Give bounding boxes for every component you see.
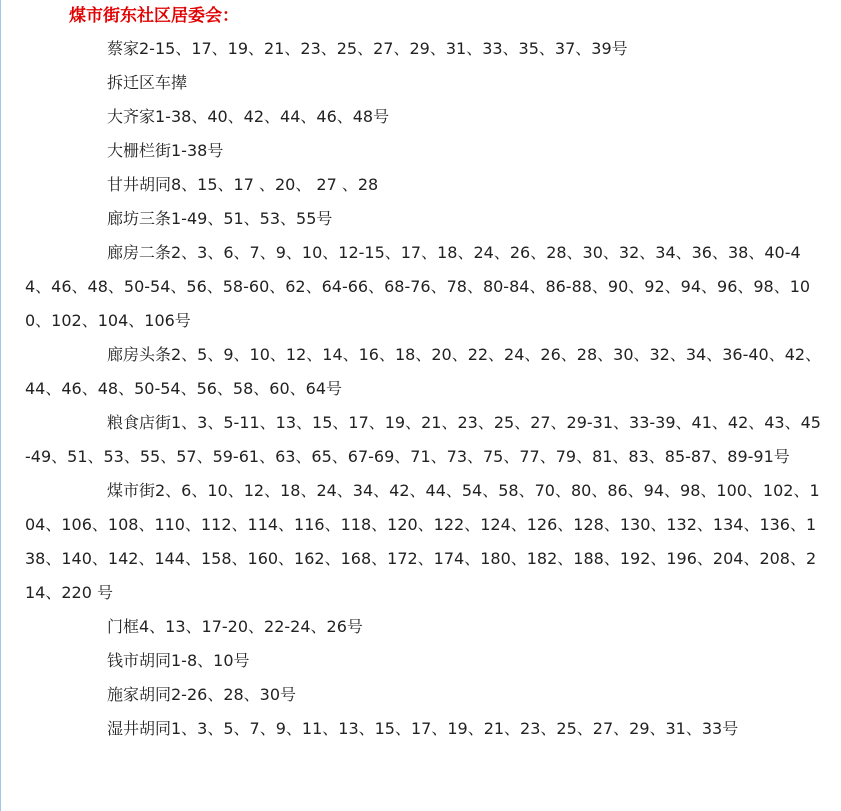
- address-item-ganjing: 甘井胡同8、15、17 、20、 27 、28: [107, 175, 379, 194]
- address-item-liangshidian: 粮食店街1、3、5-11、13、15、17、19、21、23、25、27、29-31、33-39、41、42、43、45-49、51、53、55、57、59-61、63、65、67-69、71、73、75、77、79、81、83、85-87、89-91号: [25, 413, 821, 466]
- address-item-langfang-ertiao: 廊房二条2、3、6、7、9、10、12-15、17、18、24、26、28、30、32、34、36、38、40-44、46、48、50-54、56、58-60、62、64-66、68-76、78、80-84、86-88、90、92、94、96、98、100、102、104、106号: [25, 243, 811, 330]
- address-item-shijia: 施家胡同2-26、28、30号: [107, 685, 297, 704]
- address-item-langfang-toutiao: 廊房头条2、5、9、10、12、14、16、18、20、22、24、26、28、30、32、34、36-40、42、44、46、48、50-54、56、58、60、64号: [25, 345, 822, 398]
- address-item-shijing: 湿井胡同1、3、5、7、9、11、13、15、17、19、21、23、25、27、29、31、33号: [107, 719, 739, 738]
- address-item-chaiqian: 拆迁区车撵: [107, 73, 188, 92]
- address-item-dashilan: 大栅栏街1-38号: [107, 141, 224, 160]
- address-item-qianshi: 钱市胡同1-8、10号: [107, 651, 250, 670]
- address-item-langfang-santiao: 廊坊三条1-49、51、53、55号: [107, 209, 333, 228]
- section-heading: 煤市街东社区居委会：: [69, 6, 239, 26]
- address-list: [25, 32, 825, 746]
- address-item-daqijia: 大齐家1-38、40、42、44、46、48号: [107, 107, 390, 126]
- address-item-menkuang: 门框4、13、17-20、22-24、26号: [107, 617, 363, 636]
- address-item-meishijie: 煤市街2、6、10、12、18、24、34、42、44、54、58、70、80、86、94、98、100、102、104、106、108、110、112、114、116、118、120、122、124、126、128、130、132、134、136、138、140、142、144、158、160、162、168、172、174、180、182、188、192、196、204、208、214、220 号: [25, 481, 820, 602]
- address-item-caijia: 蔡家2-15、17、19、21、23、25、27、29、31、33、35、37、39号: [107, 39, 628, 58]
